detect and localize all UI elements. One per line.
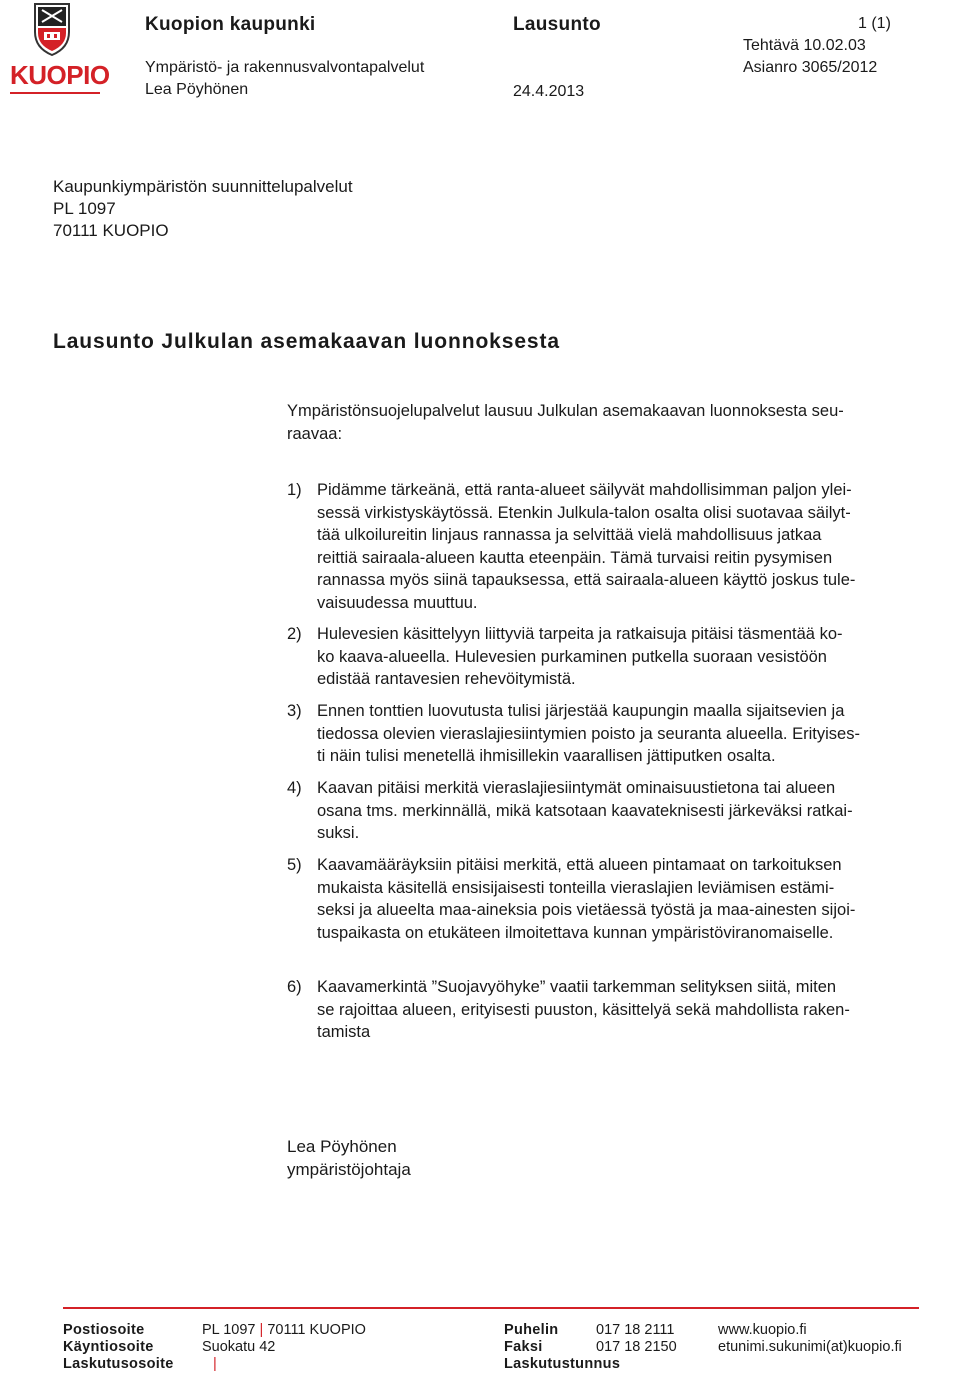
doc-type: Lausunto bbox=[513, 14, 601, 35]
coat-of-arms-icon bbox=[32, 2, 72, 56]
item-line: Kaavan pitäisi merkitä vieraslajiesiintymät ominaisuustietona tai alueen bbox=[317, 779, 836, 797]
item-line: sessä virkistyskäytössä. Etenkin Julkula-talon osalta olisi suotavaa säilyt- bbox=[317, 503, 851, 522]
item-line: edistää rantavesien rehevöitymistä. bbox=[317, 670, 576, 688]
task-code: Tehtävä 10.02.03 bbox=[743, 37, 866, 54]
footer-phone-value: 017 18 2111 bbox=[596, 1322, 675, 1338]
footer-visit-label: Käyntiosoite bbox=[63, 1339, 154, 1355]
separator: | bbox=[259, 1322, 264, 1338]
footer-postal-value bbox=[202, 1322, 366, 1338]
item-line: se rajoittaa alueen, erityisesti puuston, käsittelyä sekä mahdollista raken- bbox=[317, 1000, 850, 1019]
intro-paragraph bbox=[287, 400, 947, 445]
footer-fax-label: Faksi bbox=[504, 1339, 543, 1355]
footer-visit-value: Suokatu 42 bbox=[202, 1339, 276, 1355]
author: Lea Pöyhönen bbox=[145, 81, 249, 98]
item-line: tuspaikasta on etukäteen ilmoitettava kunnan ympäristöviranomaiselle. bbox=[317, 923, 834, 942]
item-line: osana tms. merkinnällä, mikä katsotaan kaavateknisesti järkeväksi ratkai- bbox=[317, 801, 853, 820]
org-name: Kuopion kaupunki bbox=[145, 14, 316, 35]
item-line: mukaista käsitellä ensisijaisesti tonteilla vieraslajien leviämisen estämi- bbox=[317, 878, 835, 897]
signature-block bbox=[287, 1135, 411, 1181]
document-title: Lausunto Julkulan asemakaavan luonnoksesta bbox=[53, 330, 560, 353]
item-number: 2) bbox=[287, 625, 302, 643]
item-line: seksi ja alueelta maa-aineksia pois vietäessä työstä ja maa-ainesten sijoi- bbox=[317, 901, 856, 919]
item-line: Pidämme tärkeänä, että ranta-alueet säilyvät mahdollisimman paljon ylei- bbox=[317, 481, 852, 499]
recipient-line: Kaupunkiympäristön suunnittelupalvelut bbox=[53, 177, 353, 196]
recipient-line: PL 1097 bbox=[53, 199, 116, 218]
footer-fax-value: 017 18 2150 bbox=[596, 1339, 677, 1355]
logo-underline bbox=[10, 92, 100, 94]
signer-title: ympäristöjohtaja bbox=[287, 1160, 411, 1179]
footer-divider bbox=[63, 1307, 919, 1309]
intro-line: raavaa: bbox=[287, 424, 343, 443]
footer-website-link[interactable]: www.kuopio.fi bbox=[718, 1322, 807, 1338]
item-line: suksi. bbox=[317, 824, 360, 842]
reference-number: Asianro 3065/2012 bbox=[743, 59, 878, 76]
item-number: 1) bbox=[287, 481, 302, 499]
logo-wordmark: KUOPIO bbox=[10, 60, 110, 90]
department: Ympäristö- ja rakennusvalvontapalvelut bbox=[145, 59, 425, 76]
document-date: 24.4.2013 bbox=[513, 83, 585, 100]
item-line: tiedossa olevien vieraslajiesiintymien poisto ja seuranta alueella. Erityises- bbox=[317, 724, 860, 743]
footer-postal-label: Postiosoite bbox=[63, 1322, 145, 1338]
item-line: Kaavamerkintä ”Suojavyöhyke” vaatii tarkemman selityksen siitä, miten bbox=[317, 978, 837, 996]
item-line: ko kaava-alueella. Hulevesien purkaminen putkella suoraan vesistöön bbox=[317, 647, 827, 666]
footer-billing-label: Laskutusosoite bbox=[63, 1356, 174, 1372]
item-number: 4) bbox=[287, 779, 302, 797]
item-number: 5) bbox=[287, 856, 302, 874]
kuopio-logo bbox=[4, 2, 110, 94]
item-number: 6) bbox=[287, 978, 302, 996]
item-line: Hulevesien käsittelyyn liittyviä tarpeita ja ratkaisuja pitäisi täsmentää ko- bbox=[317, 625, 843, 643]
item-line: Ennen tonttien luovutusta tulisi järjestää kaupungin maalla sijaitsevien ja bbox=[317, 702, 845, 720]
recipient-line: 70111 KUOPIO bbox=[53, 221, 169, 240]
item-number: 3) bbox=[287, 702, 302, 720]
item-line: rannassa myös siinä tapauksessa, että sairaala-alueen käyttö joskus tule- bbox=[317, 571, 856, 589]
page-number: 1 (1) bbox=[858, 15, 891, 32]
item-line: Kaavamääräyksiin pitäisi merkitä, että alueen pintamaat on tarkoituksen bbox=[317, 856, 842, 874]
footer-email-link[interactable]: etunimi.sukunimi(at)kuopio.fi bbox=[718, 1339, 902, 1355]
item-line: vaisuudessa muuttuu. bbox=[317, 593, 478, 612]
postal-code: 70111 KUOPIO bbox=[267, 1322, 366, 1338]
separator: | bbox=[213, 1356, 217, 1372]
footer-billing-id-label: Laskutustunnus bbox=[504, 1356, 621, 1372]
item-line: tää ulkoilureitin linjaus rannassa ja selvittää vielä mahdollisuus jatkaa bbox=[317, 526, 822, 544]
item-line: ti näin tulisi menetellä ihmisillekin vaarallisen jättiputken osalta. bbox=[317, 747, 776, 765]
item-line: reittiä sairaala-alueen kautta eteenpäin. Tämä turvaisi reitin pysymisen bbox=[317, 548, 833, 567]
intro-line: Ympäristönsuojelupalvelut lausuu Julkulan asemakaavan luonnoksesta seu- bbox=[287, 402, 844, 420]
recipient-address bbox=[53, 176, 353, 242]
item-line: tamista bbox=[317, 1023, 371, 1041]
postal-box: PL 1097 bbox=[202, 1322, 256, 1338]
footer-phone-label: Puhelin bbox=[504, 1322, 559, 1338]
signer-name: Lea Pöyhönen bbox=[287, 1137, 397, 1156]
